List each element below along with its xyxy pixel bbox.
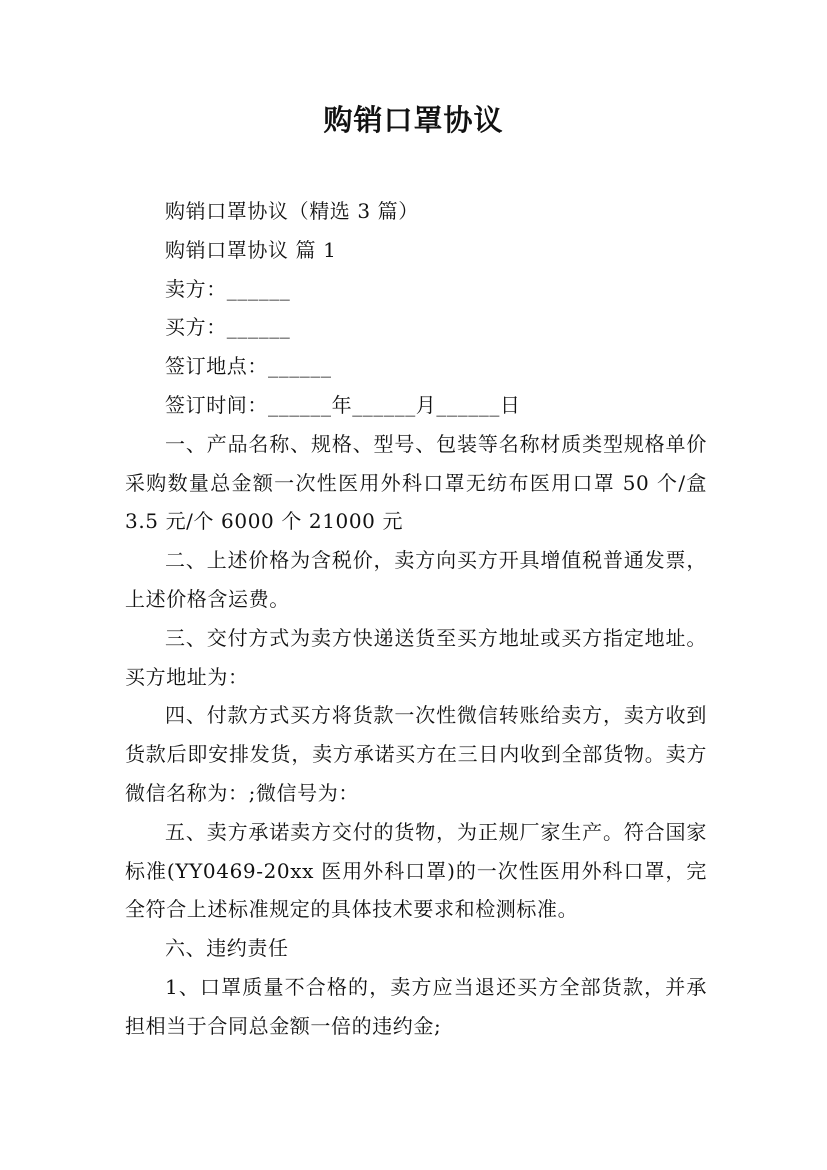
paragraph-clause-3: 三、交付方式为卖方快递送货至买方地址或买方指定地址。买方地址为： bbox=[125, 625, 707, 689]
paragraph-clause-5: 五、卖方承诺卖方交付的货物，为正规厂家生产。符合国家标准(YY0469-20xx 医用外科口罩)的一次性医用外科口罩，完全符合上述标准规定的具体技术要求和检测标准。 bbox=[125, 819, 707, 922]
document-title: 购销口罩协议 bbox=[323, 103, 504, 137]
paragraph-clause-4: 四、付款方式买方将货款一次性微信转账给卖方，卖方收到货款后即安排发货，卖方承诺买方在三日内收到全部货物。卖方微信名称为：;微信号为： bbox=[125, 703, 707, 805]
paragraph-signing-place: 签订地点：______ bbox=[165, 354, 332, 379]
paragraph-signing-time: 签订时间：______年______月______日 bbox=[165, 392, 521, 417]
paragraph-section-heading: 购销口罩协议 篇 1 bbox=[165, 237, 337, 262]
document-body bbox=[125, 192, 707, 1046]
paragraph-clause-1: 一、产品名称、规格、型号、包装等名称材质类型规格单价采购数量总金额一次性医用外科口罩无纺布医用口罩 50 个/盒 3.5 元/个 6000 个 21000 元 bbox=[125, 431, 707, 534]
paragraph-buyer: 买方：______ bbox=[165, 315, 291, 340]
paragraph-clause-6-item-1: 1、口罩质量不合格的，卖方应当退还买方全部货款，并承担相当于合同总金额一倍的违约金; bbox=[125, 974, 707, 1038]
paragraph-clause-6-heading: 六、违约责任 bbox=[165, 936, 289, 961]
paragraph-clause-2: 二、上述价格为含税价，卖方向买方开具增值税普通发票，上述价格含运费。 bbox=[125, 548, 707, 611]
paragraph-seller: 卖方：______ bbox=[165, 276, 291, 301]
paragraph-subtitle: 购销口罩协议（精选 3 篇） bbox=[165, 199, 419, 223]
